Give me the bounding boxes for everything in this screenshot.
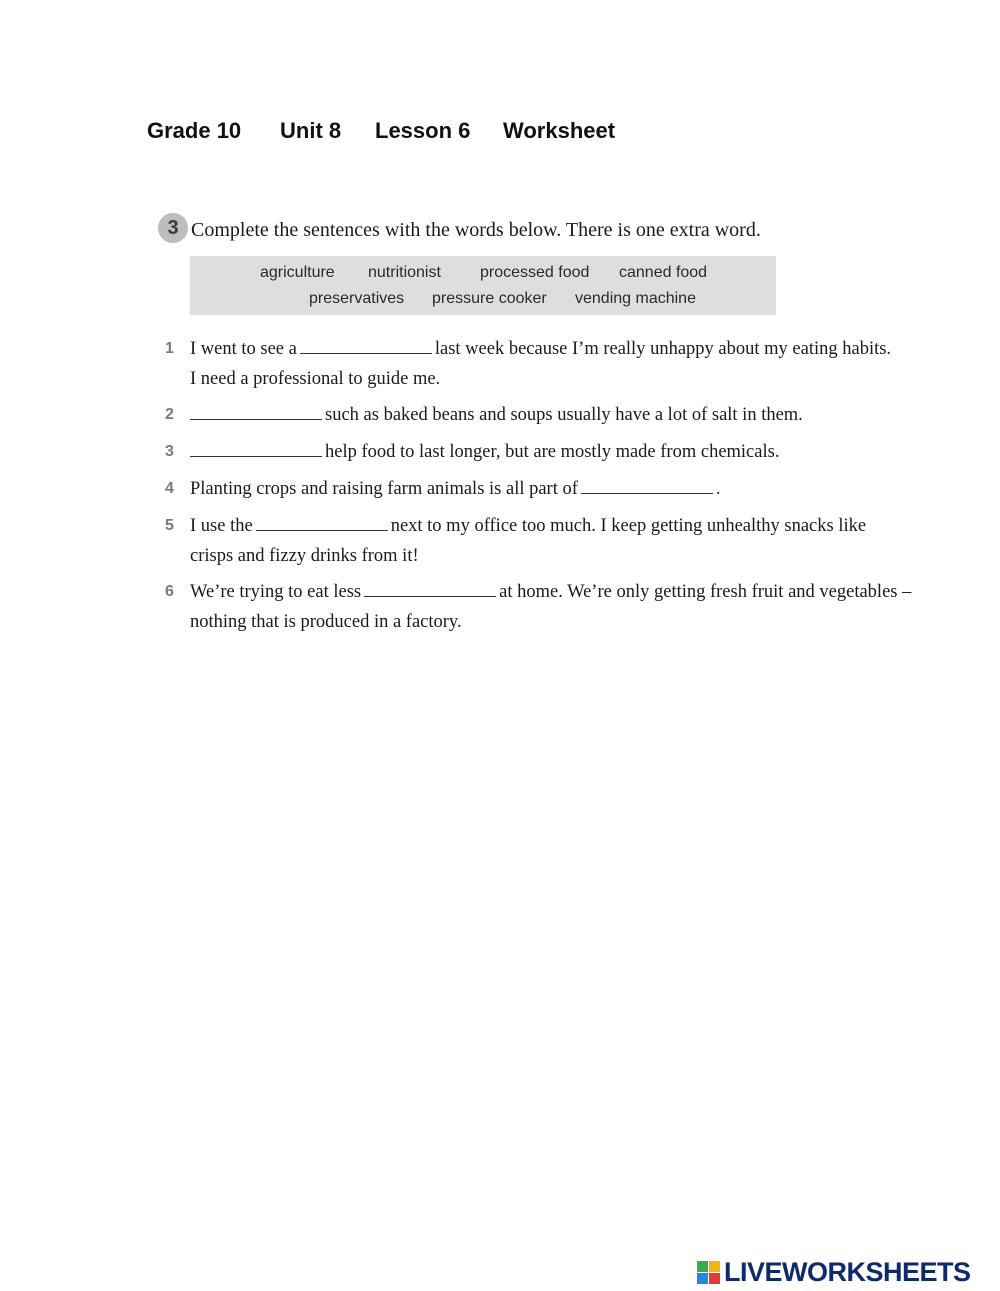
question-text-continued: I need a professional to guide me. — [190, 369, 441, 389]
answer-blank[interactable] — [190, 401, 322, 420]
question-number: 6 — [165, 583, 174, 600]
question-number: 2 — [165, 406, 174, 423]
word-bank-item: preservatives — [309, 290, 405, 307]
exercise-number-badge: 3 — [158, 213, 188, 243]
exercise-instruction: Complete the sentences with the words below. There is one extra word. — [191, 219, 761, 241]
question-number: 5 — [165, 517, 174, 534]
question-text-after: last week because I’m really unhappy about my eating habits. — [434, 339, 892, 359]
unit-label: Unit 8 — [280, 118, 342, 143]
question-text-after: . — [715, 479, 721, 499]
question-text-after: at home. We’re only getting fresh fruit and vegetables – — [499, 582, 912, 602]
logo-square — [697, 1261, 708, 1272]
question-text-after: such as baked beans and soups usually have a lot of salt in them. — [325, 405, 803, 425]
word-bank-item: agriculture — [260, 264, 335, 281]
answer-blank[interactable] — [581, 475, 713, 494]
logo-text: LIVEWORKSHEETS — [724, 1257, 971, 1287]
question-text-after: help food to last longer, but are mostly made from chemicals. — [325, 442, 780, 462]
word-bank-item: processed food — [480, 264, 590, 281]
liveworksheets-logo-icon — [697, 1261, 721, 1285]
question-text — [190, 474, 721, 504]
logo-square — [697, 1273, 708, 1284]
answer-blank[interactable] — [364, 578, 496, 597]
worksheet-header — [147, 118, 615, 144]
liveworksheets-logo — [697, 1257, 971, 1288]
word-bank-item: vending machine — [575, 290, 696, 307]
word-bank-item: canned food — [619, 264, 708, 281]
question-text — [190, 511, 866, 541]
question-number: 4 — [165, 480, 174, 497]
grade-label: Grade 10 — [147, 118, 242, 143]
word-bank-item: pressure cooker — [432, 290, 547, 307]
question-text — [190, 577, 911, 607]
question-text-before: Planting crops and raising farm animals is all part of — [190, 479, 578, 499]
answer-blank[interactable] — [256, 512, 388, 531]
question-text-continued: nothing that is produced in a factory. — [190, 612, 462, 632]
question-text-before: I went to see a — [190, 339, 297, 359]
answer-blank[interactable] — [300, 335, 432, 354]
lesson-label: Lesson 6 — [375, 118, 471, 143]
question-number: 1 — [165, 340, 174, 357]
logo-square — [709, 1261, 720, 1272]
question-text — [187, 437, 779, 467]
question-text — [190, 334, 891, 364]
logo-square — [709, 1273, 720, 1284]
answer-blank[interactable] — [190, 438, 322, 457]
question-text-before: We’re trying to eat less — [190, 582, 362, 602]
worksheet-label: Worksheet — [503, 118, 616, 143]
word-bank — [190, 256, 776, 315]
question-text-after: next to my office too much. I keep getting unhealthy snacks like — [390, 516, 867, 536]
question-text — [187, 400, 803, 430]
question-number: 3 — [165, 443, 174, 460]
question-text-before: I use the — [190, 516, 253, 536]
word-bank-item: nutritionist — [368, 264, 441, 281]
question-text-continued: crisps and fizzy drinks from it! — [190, 546, 419, 566]
